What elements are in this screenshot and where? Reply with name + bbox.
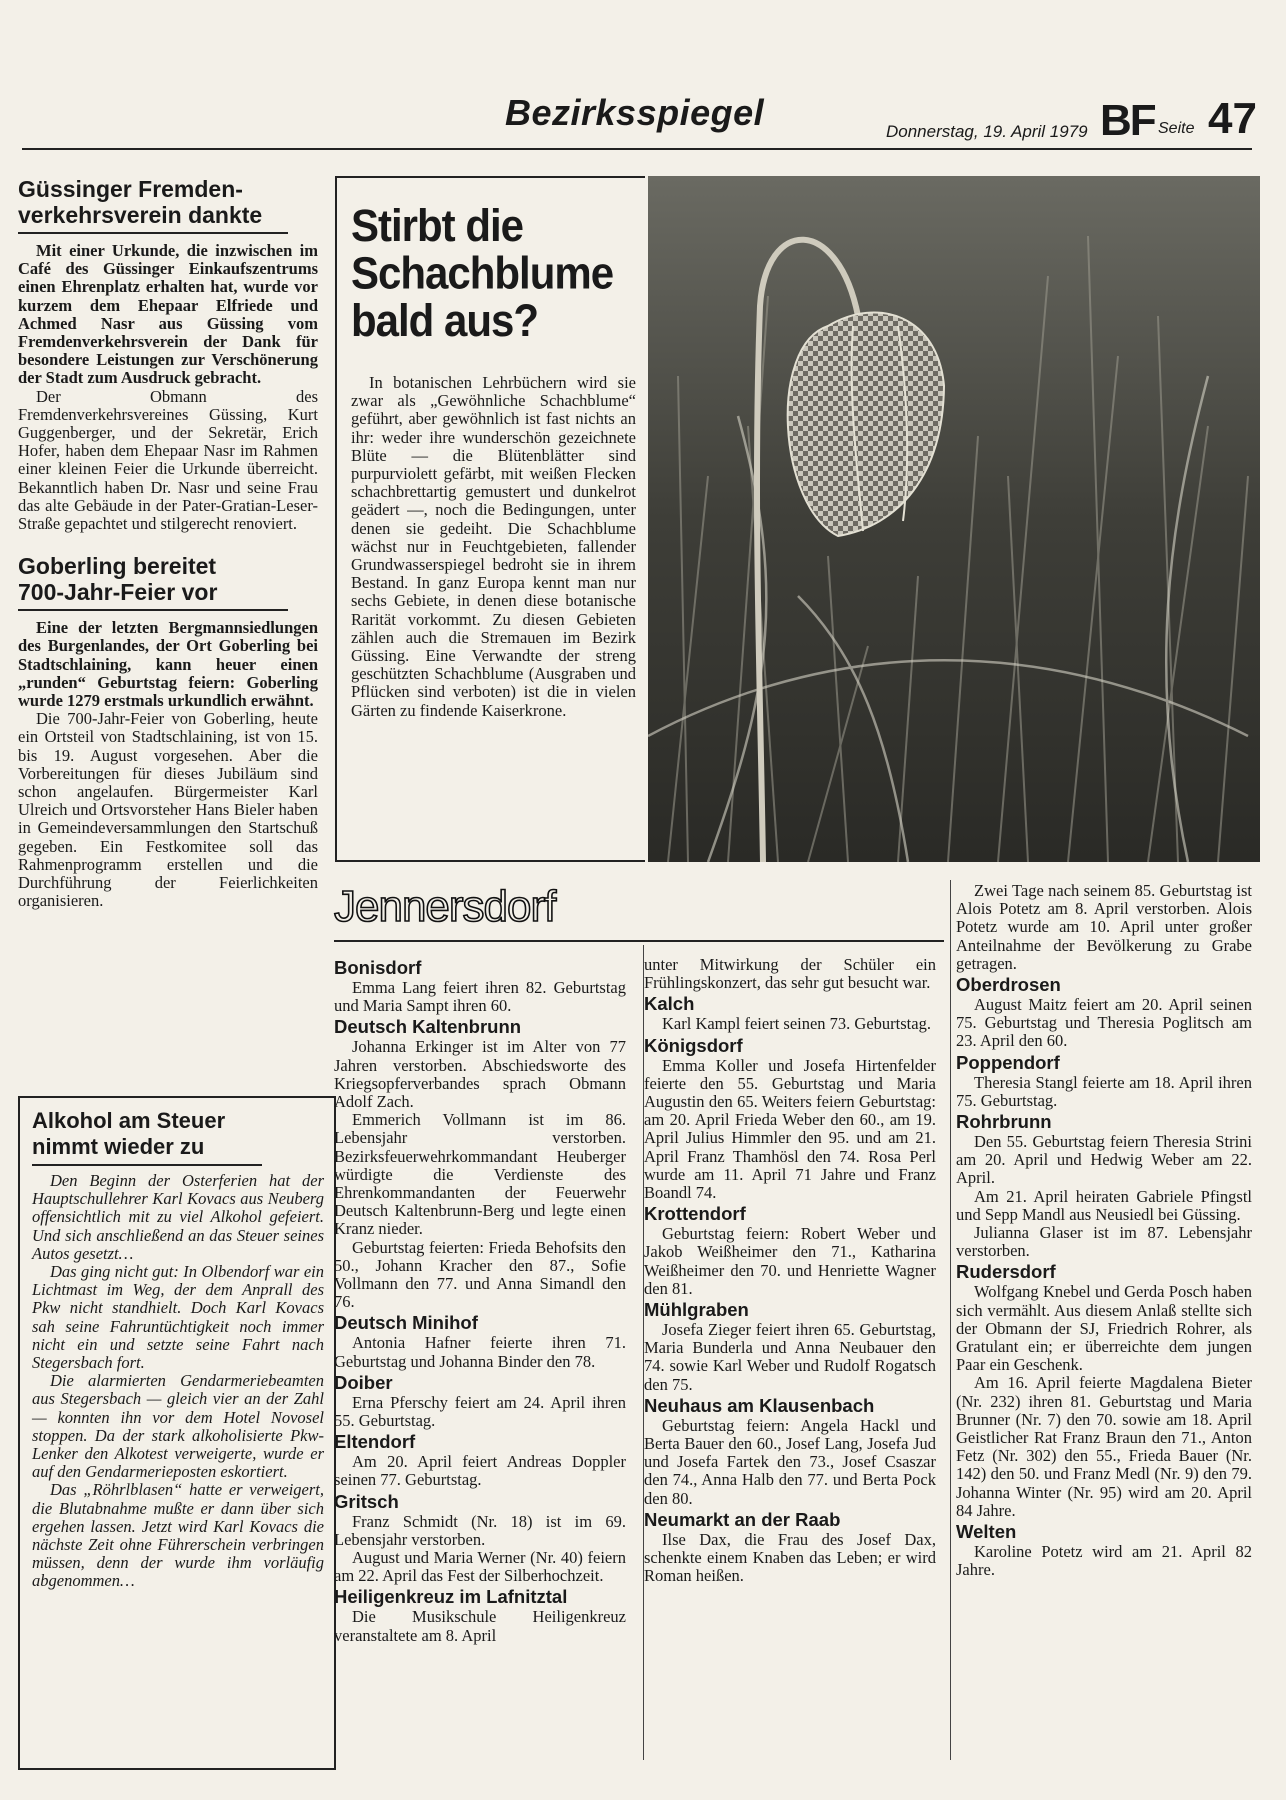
article-goberling [18,553,318,910]
article-paragraph: Das „Röhrlblasen“ hatte er verweigert, die Blutabnahme mußte er dann über sich ergehen lassen. Jetzt wird Karl Kovacs die nächste Zeit ohne Führerschein verbringen müssen, denn der wurde ihm vorläufig abgenommen… [32,1480,324,1591]
place-heading: Gritsch [334,1490,399,1512]
article-body: Die 700-Jahr-Feier von Goberling, heute ein Ortsteil von Stadtschlaining, ist von 15. bis 19. August vorgesehen. Aber die Vorbereitungen für dieses Jubiläum sind schon angelaufen. Bürgermeister Karl Ulreich und Ortsvorsteher Hans Bieler haben in Gemeindeversammlungen den Startschuß gegeben. Ein Festkomitee soll das Rahmenprogramm erstellen und die Durchführung der Feierlichkeiten organisieren. [18,709,318,911]
header-rule [22,148,1252,150]
place-heading: Deutsch Kaltenbrunn [334,1016,522,1038]
local-news-text: Josefa Zieger feiert ihren 65. Geburtstag, Maria Bunderla und Anna Neubauer den 74. sowie Karl Weber und Rudolf Rogatsch den 75. [644,1320,936,1394]
local-news-text: Die Musikschule Heiligenkreuz veranstaltete am 8. April [334,1607,626,1645]
local-news-text: August Maitz feiert am 20. April seinen 75. Geburtstag und Theresia Poglitsch am 23. April den 60. [956,995,1252,1051]
local-news-text: Geburtstag feiern: Robert Weber und Jakob Weißheimer den 71., Katharina Weißheimer den 70. und Henriette Wagner den 81. [644,1224,936,1298]
article-alkohol [18,1096,336,1770]
headline: Güssinger Fremden- verkehrsverein dankte [18,176,263,228]
article-lead: Mit einer Urkunde, die inzwischen im Café des Güssinger Einkaufszentrums einen Ehrenplatz erhalten hat, wurde vor kurzem dem Ehepaar Elfriede und Achmed Nasr aus Güssing vom Fremdenverkehrsverein der Dank für besondere Leistungen zur Verschönerung der Stadt zum Ausdruck gebracht. [18,241,318,388]
article-guessing [18,176,318,533]
local-news-text: August und Maria Werner (Nr. 40) feiern am 22. April das Fest der Silberhochzeit. [334,1548,626,1586]
place-heading: Rudersdorf [956,1261,1056,1283]
left-column [18,176,318,911]
article-paragraph: Den Beginn der Osterferien hat der Hauptschullehrer Karl Kovacs aus Neuberg offensichtlich mit zu viel Alkohol gefeiert. Und sich anschließend an das Steuer seines Autos gesetzt… [32,1171,324,1263]
issue-date: Donnerstag, 19. April 1979 [886,122,1088,141]
headline-underline [18,609,288,611]
page-number: 47 [1208,94,1257,143]
place-heading: Welten [956,1521,1017,1543]
local-news-text: Theresia Stangl feierte am 18. April ihren 75. Geburtstag. [956,1072,1252,1110]
local-news-text: Ilse Dax, die Frau des Josef Dax, schenkte einem Knaben das Leben; er wird Roman heißen. [644,1529,936,1586]
local-news-text: Franz Schmidt (Nr. 18) ist im 69. Lebensjahr verstorben. [334,1511,626,1549]
local-news-text: Am 21. April heiraten Gabriele Pfingstl und Sepp Mandl aus Neusiedl bei Güssing. [956,1186,1252,1224]
headline: Goberling bereitet 700-Jahr-Feier vor [18,553,218,606]
local-news-text: Julianna Glaser ist im 87. Lebensjahr verstorben. [956,1223,1252,1261]
place-heading: Königsdorf [644,1034,743,1056]
place-heading: Oberdrosen [956,974,1061,996]
place-heading: Krottendorf [644,1203,746,1225]
headline: Alkohol am Steuer nimmt wieder zu [32,1108,226,1159]
article-schachblume [335,176,645,862]
local-news-text: Karoline Potetz wird am 21. April 82 Jahre. [956,1542,1252,1580]
jennersdorf-column-1 [334,956,626,1645]
local-news-text: Emma Koller und Josefa Hirtenfelder feierte den 55. Geburtstag und Maria Augustin den 65. Weiters feiern Geburtstag: am 20. April Frieda Weber den 60., am 19. April Julius Himmler den 95. und am 21. April Franz Thamhösl den 74. Rosa Perl wurde am 11. April 71 Jahre und Franz Boandl 74. [644,1055,936,1203]
continued-text: Zwei Tage nach seinem 85. Geburtstag ist Alois Potetz am 8. April verstorben. Alois Potetz wurde am 10. April unter großer Anteilnahme der Bevölkerung zu Grabe getragen. [956,881,1252,973]
jennersdorf-column-2 [644,956,936,1585]
place-heading: Kalch [644,993,695,1015]
headline-underline [32,1164,262,1166]
place-heading: Poppendorf [956,1051,1060,1073]
local-news-text: Geburtstag feierten: Frieda Behofsits den 50., Johann Kracher den 87., Sofie Vollmann den 77. und Anna Simandl den 76. [334,1237,626,1312]
place-heading: Mühlgraben [644,1299,749,1321]
continued-text: unter Mitwirkung der Schüler ein Frühlingskonzert, das sehr gut besucht war. [644,955,936,993]
local-news-text: Den 55. Geburtstag feiern Theresia Strini am 20. April und Hedwig Weber am 22. April. [956,1132,1252,1188]
headline-underline [18,232,288,234]
local-news-text: Karl Kampl feiert seinen 73. Geburtstag. [662,1014,931,1034]
place-heading: Neumarkt an der Raab [644,1508,841,1530]
column-divider [950,880,951,1760]
article-paragraph: Die alarmierten Gendarmeriebeamten aus Stegersbach — gleich vier an der Zahl — konnten ihn vor dem Hotel Novosel stoppen. Da der stark alkoholisierte Pkw-Lenker den Alkotest verweigerte, wurde er auf den Gendarmerieposten eskortiert. [32,1371,324,1482]
local-news-text: Antonia Hafner feierte ihren 71. Geburtstag und Johanna Binder den 78. [334,1333,626,1371]
headline: Stirbt die Schachblume bald aus? [351,199,614,346]
article-paragraph: Das ging nicht gut: In Olbendorf war ein Lichtmast im Weg, der dem Anprall des Pkw nicht standhielt. Doch Karl Kovacs sah seine Fahruntüchtigkeit noch immer nicht ein und setzte seine Fahrt nach Stegersbach fort. [32,1262,324,1373]
local-news-text: Am 20. April feiert Andreas Doppler seinen 77. Geburtstag. [334,1452,626,1490]
flower-illustration [648,176,1260,862]
place-heading: Rohrbrunn [956,1111,1052,1133]
place-heading: Eltendorf [334,1431,416,1453]
local-news-text: Johanna Erkinger ist im Alter von 77 Jahren verstorben. Abschiedsworte des Kriegsopferverbandes sprach Obmann Adolf Zach. [334,1037,626,1112]
page-label: Seite [1158,120,1195,137]
local-news-text: Erna Pferschy feiert am 24. April ihren 55. Geburtstag. [334,1392,626,1431]
place-heading: Deutsch Minihof [334,1312,478,1334]
local-news-text: Geburtstag feiern: Angela Hackl und Berta Bauer den 60., Josef Lang, Josefa Jud und Josefa Fartek den 73., Josef Csaszar den 74., Anna Halb den 77. und Berta Pock den 80. [644,1415,936,1508]
fritillary-photo [648,176,1260,862]
place-heading: Heiligenkreuz im Lafnitztal [334,1586,568,1608]
newspaper-logo: BF [1100,96,1155,145]
local-news-text: Emma Lang feiert ihren 82. Geburtstag und Maria Sampt ihren 60. [334,978,626,1016]
jennersdorf-rule [334,940,944,942]
article-body: In botanischen Lehrbüchern wird sie zwar als „Gewöhnliche Schachblume“ geführt, aber gewöhnlich ist fast nichts an ihr: weder ihre wunderschön gezeichnete Blüte — die Blütenblätter sind purpurviolett gefärbt, mit weißen Flecken schachbrettartig gemustert und dunkelrot geädert —, noch die Bedingungen, unter denen sie gedeiht. Die Schachblume wächst nur in Feuchtgebieten, fallender Grundwasserspiegel bedroht sie in ihrem Bestand. In ganz Europa kennt man nur sechs Gebiete, in denen diese botanische Rarität vorkommt. Zu diesen Gebieten zählen auch die Stremauen im Bezirk Güssing. Eine Verwandte der streng geschützten Schachblume (Ausgraben und Pflücken sind verboten) ist die in vielen Gärten zu findende Kaiserkrone. [351,373,636,720]
place-heading: Bonisdorf [334,957,422,978]
local-news-text: Wolfgang Knebel und Gerda Posch haben sich vermählt. Aus diesem Anlaß stellte sich der Obmann der SJ, Friedrich Rohrer, als Gratulant ein; er überreichte dem jungen Paar ein Geschenk. [956,1282,1252,1375]
local-news-text: Emmerich Vollmann ist im 86. Lebensjahr verstorben. Bezirksfeuerwehrkommandant Heuberger würdigte die Verdienste des Ehrenkommandanten der Feuerwehr Deutsch Kaltenbrunn-Berg und legte einen Kranz nieder. [334,1110,626,1239]
jennersdorf-column-3 [956,882,1252,1580]
article-body: Der Obmann des Fremdenverkehrsvereines Güssing, Kurt Guggenberger, und der Sekretär, Erich Hofer, haben dem Ehepaar Nasr im Rahmen einer kleinen Feier die Urkunde überreicht. Bekanntlich haben Dr. Nasr und seine Frau das alte Gebäude in der Pater-Gratian-Leser-Straße gepachtet und stilgerecht renoviert. [18,386,318,534]
place-heading: Neuhaus am Klausenbach [644,1394,875,1416]
place-heading: Doiber [334,1371,393,1393]
article-lead: Eine der letzten Bergmannsiedlungen des Burgenlandes, der Ort Goberling bei Stadtschlaining, kann heuer einen „runden“ Geburtstag feiern: Goberling wurde 1279 erstmals urkundlich erwähnt. [18,618,318,711]
jennersdorf-title: Jennersdorf [334,882,556,931]
local-news-text: Am 16. April feierte Magdalena Bieter (Nr. 232) ihren 81. Geburtstag und Maria Brunner (Nr. 7) den 70. sowie am 18. April Geistlicher Rat Franz Braun den 71., Anton Fetz (Nr. 302) den 55., Frieda Bauer (Nr. 142) den 50. und Franz Medl (Nr. 9) den 79. Johanna Winter (Nr. 95) wird am 20. April 84 Jahre. [956,1373,1252,1520]
section-title: Bezirksspiegel [505,92,765,133]
